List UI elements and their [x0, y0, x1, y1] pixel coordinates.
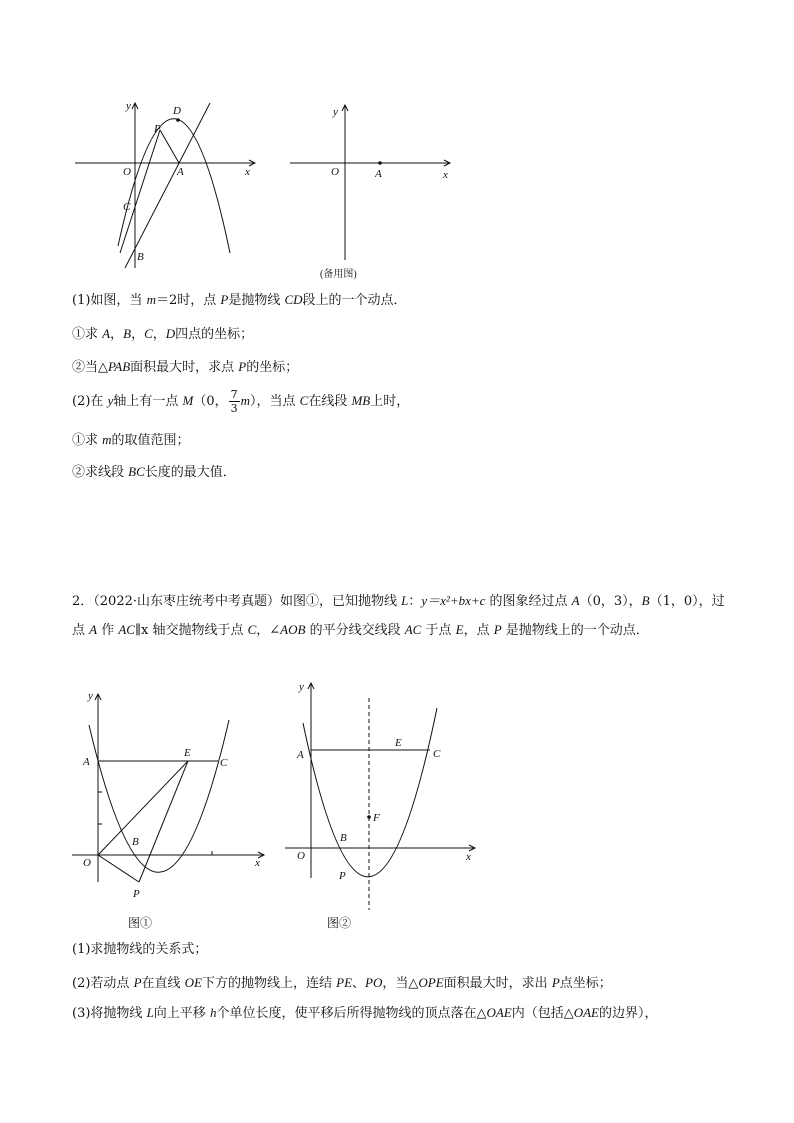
- q2-part3: (3)将抛物线 L向上平移 h个单位长度，使平移后所得抛物线的顶点落在△OAE内（包括△OAE的边界），: [72, 1005, 658, 1021]
- point-d: [176, 118, 180, 122]
- label-p: P: [133, 888, 140, 900]
- point-f: [367, 815, 371, 819]
- q1-sub3: ①求 m的取值范围；: [72, 432, 190, 448]
- label-y: y: [333, 106, 338, 118]
- label-x: x: [443, 169, 448, 181]
- figure-4-parabola-axis: [285, 678, 485, 936]
- label-x: x: [255, 857, 260, 869]
- label-p: P: [339, 870, 346, 882]
- q2-statement: 2．（2022·山东枣庄统考中考真题）如图①，已知抛物线 L：y＝x²+bx+c 的图象经过点 A（0，3），B（1，0），过点 A 作 AC∥x 轴交抛物线于点 C，∠AOB 的平分线交线段 AC 于点 E，点 P 是抛物线上的一个动点．: [72, 593, 725, 638]
- label-o: O: [83, 857, 91, 869]
- label-f: F: [373, 812, 380, 824]
- label-d: D: [173, 105, 181, 117]
- label-b: B: [132, 836, 139, 848]
- line-oe: [98, 761, 188, 855]
- label-y: y: [299, 681, 304, 693]
- label-p: P: [154, 123, 161, 135]
- q1-part1: (1)如图，当 m＝2时，点 P是抛物线 CD段上的一个动点．: [72, 292, 407, 308]
- label-a: A: [297, 749, 304, 761]
- figure-3-parabola-ace: [72, 682, 272, 937]
- label-o: O: [331, 166, 339, 178]
- label-c: C: [123, 201, 131, 213]
- q2-part1: (1)求抛物线的关系式；: [72, 942, 208, 957]
- figure-caption: (备用图): [320, 269, 357, 280]
- q1-sub2: ②当△PAB面积最大时，求点 P的坐标；: [72, 359, 299, 375]
- figure-caption: 图①: [128, 916, 153, 930]
- label-y: y: [126, 100, 131, 112]
- line-pc: [120, 130, 160, 253]
- parabola-curve: [89, 720, 229, 872]
- label-b: B: [340, 832, 347, 844]
- label-o: O: [123, 166, 131, 178]
- fraction-7-3: $\frac{7}{3}$: [230, 388, 238, 415]
- label-x: x: [466, 851, 471, 863]
- label-e: E: [395, 737, 402, 749]
- label-c: C: [433, 748, 441, 760]
- label-y: y: [88, 690, 93, 702]
- q1-sub4: ②求线段 BC长度的最大值．: [72, 464, 236, 480]
- figure-2-backup: [285, 100, 460, 285]
- label-e: E: [184, 747, 191, 759]
- label-c: C: [220, 757, 228, 769]
- parabola-curve: [303, 708, 437, 877]
- segment-op: [98, 855, 139, 882]
- point-a: [378, 161, 382, 165]
- y-axis-ticks: [98, 792, 212, 855]
- segment-pe: [139, 761, 188, 882]
- q2-part2: (2)若动点 P在直线 OE下方的抛物线上，连结 PE、PO，当△OPE面积最大时，求出 P点坐标；: [72, 975, 612, 991]
- label-a: A: [375, 168, 382, 180]
- q1-part2: (2)在 y轴上有一点 M（0， $\frac{7}{3}$ m），当点 C在线段 MB上时，: [72, 388, 410, 415]
- line-ab: [125, 103, 210, 268]
- label-a: A: [177, 166, 184, 178]
- label-a: A: [83, 756, 90, 768]
- label-b: B: [137, 251, 144, 263]
- q1-sub1: ①求 A，B，C，D四点的坐标；: [72, 326, 254, 342]
- figure-caption: 图②: [327, 916, 352, 930]
- segment-pa: [160, 130, 179, 163]
- label-o: O: [297, 850, 305, 862]
- label-x: x: [245, 166, 250, 178]
- figure-1-parabola: [70, 98, 270, 268]
